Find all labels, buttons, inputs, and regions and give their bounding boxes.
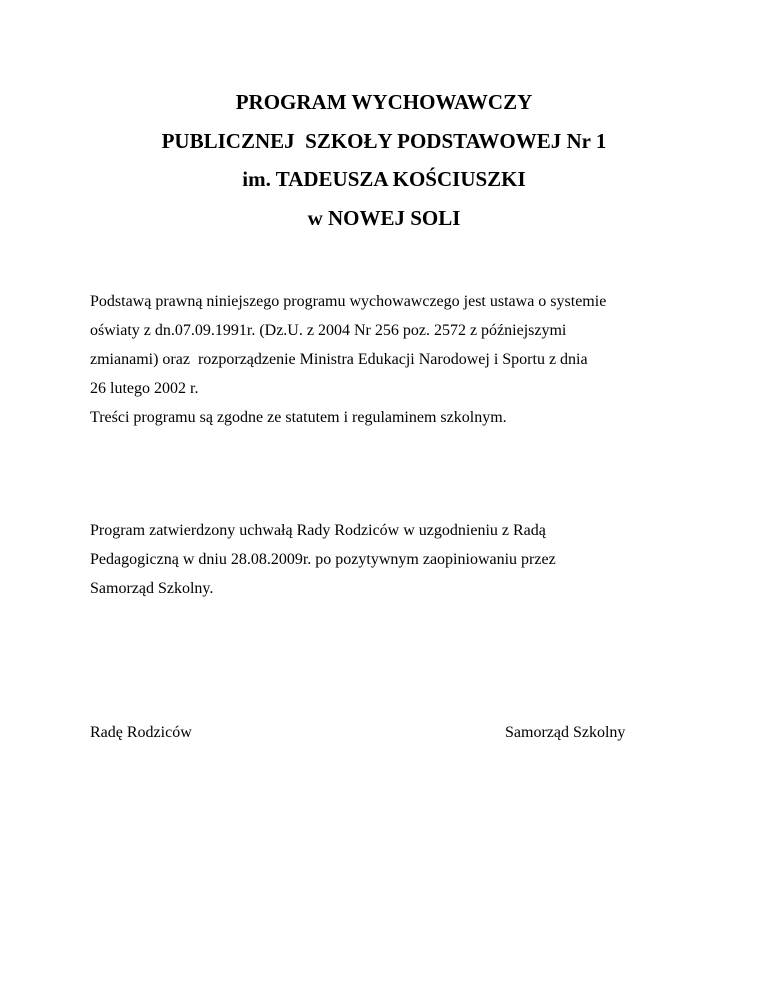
- legal-basis-line: zmianami) oraz rozporządzenie Ministra Edukacji Narodowej i Sportu z dnia: [90, 351, 588, 368]
- title-line-patron: im. TADEUSZA KOŚCIUSZKI: [242, 167, 526, 191]
- title-line-city: w NOWEJ SOLI: [307, 205, 461, 230]
- approval-paragraph: [90, 516, 710, 603]
- document-title: [0, 83, 768, 237]
- legal-basis-line: Treści programu są zgodne ze statutem i regulaminem szkolnym.: [90, 409, 507, 426]
- legal-basis-line: 26 lutego 2002 r.: [90, 380, 199, 397]
- approval-line: Pedagogiczną w dniu 28.08.2009r. po pozytywnym zaopiniowaniu przez: [90, 551, 556, 568]
- legal-basis-line: oświaty z dn.07.09.1991r. (Dz.U. z 2004 Nr 256 poz. 2572 z późniejszymi: [90, 322, 567, 339]
- title-line-program: PROGRAM WYCHOWAWCZY: [235, 90, 533, 114]
- approval-line: Program zatwierdzony uchwałą Rady Rodziców w uzgodnieniu z Radą: [90, 522, 546, 539]
- legal-basis-paragraph: [90, 287, 710, 432]
- approval-line: Samorząd Szkolny.: [90, 580, 214, 597]
- signature-parents-council: Radę Rodziców: [90, 724, 192, 741]
- legal-basis-line: Podstawą prawną niniejszego programu wychowawczego jest ustawa o systemie: [90, 293, 607, 310]
- title-line-school: PUBLICZNEJ SZKOŁY PODSTAWOWEJ Nr 1: [161, 128, 607, 153]
- signature-student-council: Samorząd Szkolny: [505, 724, 626, 741]
